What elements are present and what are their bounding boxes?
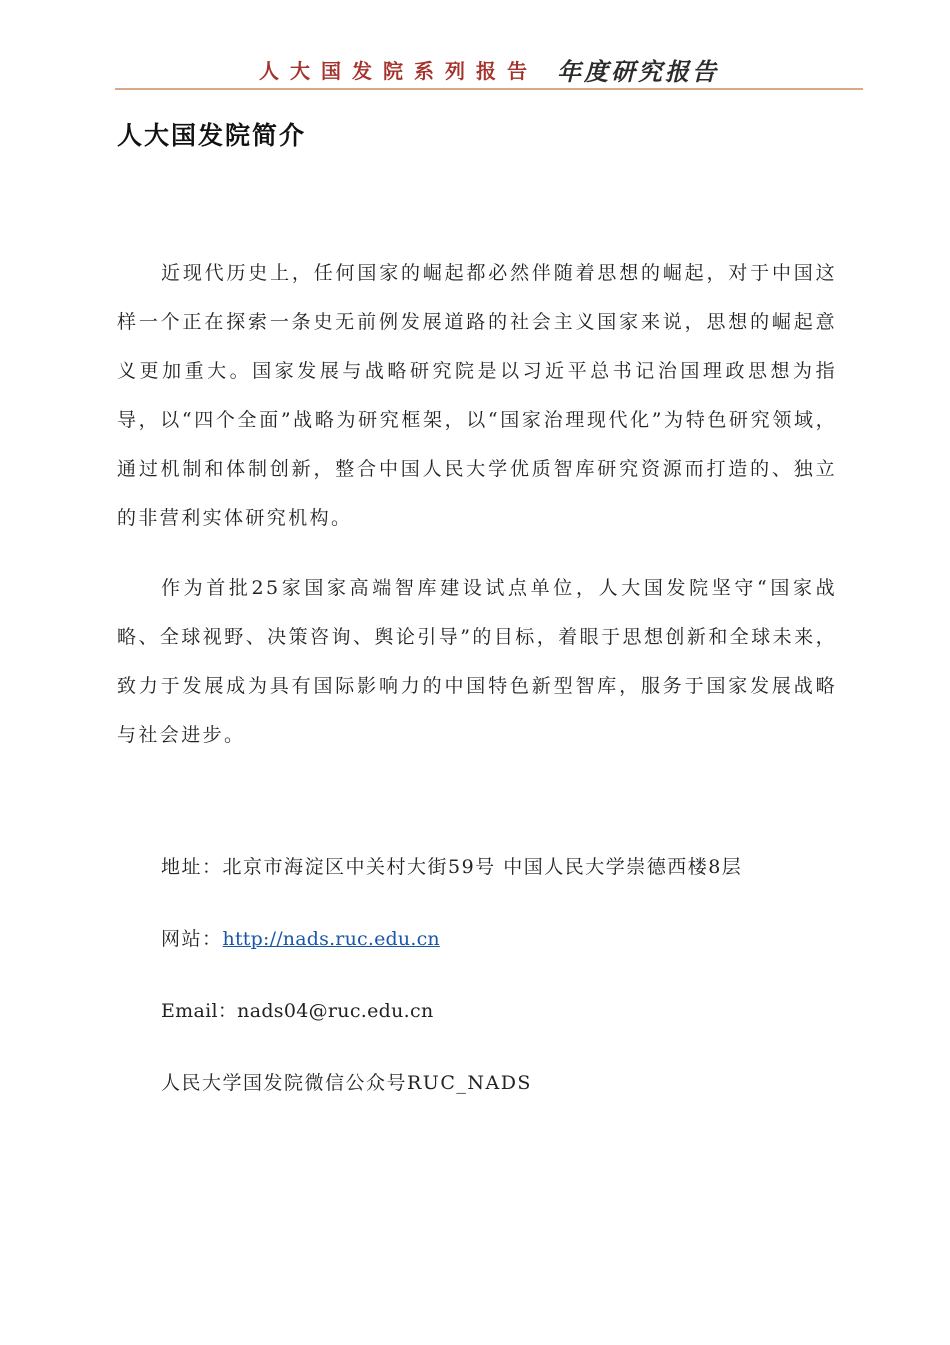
website-label: 网站： [161,928,223,950]
contact-website [161,924,440,951]
header-annual-report: 年度研究报告 [557,57,720,86]
contact-email: Email：nads04@ruc.edu.cn [161,1000,434,1022]
intro-paragraph-2: 作为首批25家国家高端智库建设试点单位，人大国发院坚守“国家战略、全球视野、决策咨询、舆论引导”的目标，着眼于思想创新和全球未来，致力于发展成为具有国际影响力的中国特色新型智库，服务于国家发展战略与社会进步。 [117,577,837,746]
intro-paragraph-1: 近现代历史上，任何国家的崛起都必然伴随着思想的崛起，对于中国这样一个正在探索一条史无前例发展道路的社会主义国家来说，思想的崛起意义更加重大。国家发展与战略研究院是以习近平总书记治国理政思想为指导，以“四个全面”战略为研究框架，以“国家治理现代化”为特色研究领域，通过机制和体制创新，整合中国人民大学优质智库研究资源而打造的、独立的非营利实体研究机构。 [117,262,837,529]
page-header [115,52,863,90]
website-link[interactable]: http://nads.ruc.edu.cn [222,928,440,950]
contact-wechat: 人民大学国发院微信公众号RUC_NADS [161,1072,532,1094]
header-series-title: 人大国发院系列报告 [258,59,538,83]
page-title: 人大国发院简介 [117,121,307,150]
contact-address: 地址：北京市海淀区中关村大街59号 中国人民大学崇德西楼8层 [161,856,743,878]
